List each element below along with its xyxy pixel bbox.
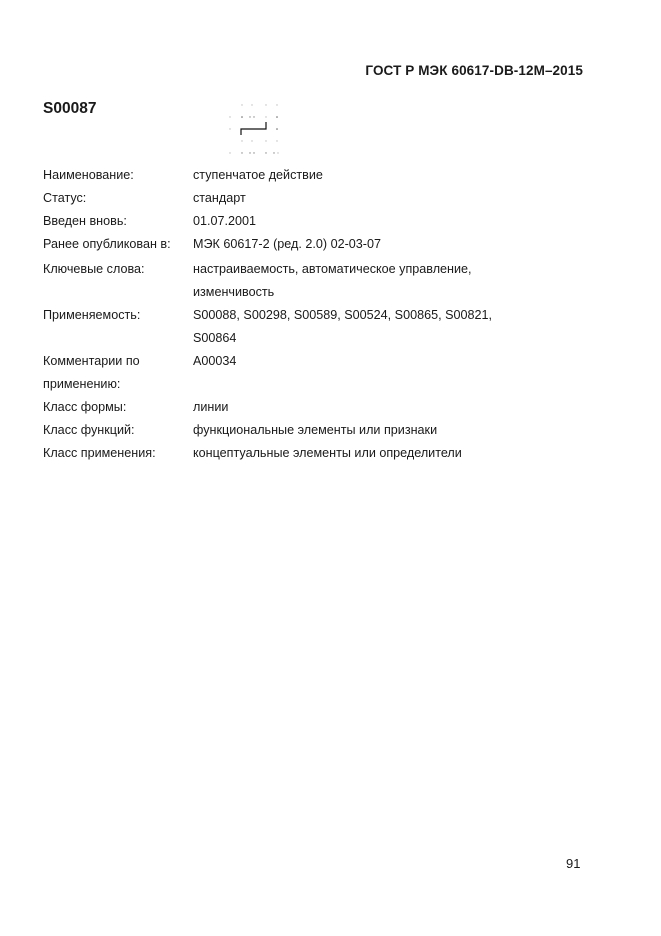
field-value (193, 304, 583, 350)
field-label: Класс применения: (43, 446, 156, 460)
document-header: ГОСТ Р МЭК 60617-DB-12M–2015 (365, 63, 583, 78)
step-action-symbol-icon (222, 100, 284, 160)
field-label-line: применению: (43, 377, 121, 391)
page-number: 91 (566, 856, 581, 871)
field-label (43, 350, 193, 396)
field-label: Ранее опубликован в: (43, 237, 171, 251)
field-value: ступенчатое действие (193, 168, 323, 182)
field-label: Наименование: (43, 168, 134, 182)
field-label: Применяемость: (43, 308, 141, 322)
field-application-notes (43, 350, 583, 396)
field-label: Класс функций: (43, 423, 135, 437)
field-value: A00034 (193, 354, 237, 368)
symbol-attributes (43, 164, 583, 465)
field-value: концептуальные элементы или определители (193, 446, 462, 460)
field-keywords (43, 258, 583, 304)
field-applicability (43, 304, 583, 350)
field-status (43, 187, 583, 210)
field-shape-class (43, 396, 583, 419)
field-function-class (43, 419, 583, 442)
field-label: Введен вновь: (43, 214, 127, 228)
field-value-line: изменчивость (193, 285, 275, 299)
symbol-code: S00087 (43, 100, 97, 117)
field-value: МЭК 60617-2 (ред. 2.0) 02-03-07 (193, 237, 381, 251)
field-label: Класс формы: (43, 400, 127, 414)
field-value: 01.07.2001 (193, 214, 257, 228)
field-value-line: S00864 (193, 331, 237, 345)
field-value (193, 258, 583, 304)
field-label: Ключевые слова: (43, 262, 145, 276)
field-label: Статус: (43, 191, 87, 205)
field-value-line: S00088, S00298, S00589, S00524, S00865, S00821, (193, 308, 493, 322)
field-introduced (43, 210, 583, 233)
field-value-line: настраиваемость, автоматическое управление, (193, 262, 472, 276)
field-value: стандарт (193, 191, 246, 205)
field-value: линии (193, 400, 229, 414)
field-previously-published (43, 233, 583, 256)
field-label-line: Комментарии по (43, 354, 140, 368)
field-value: функциональные элементы или признаки (193, 423, 438, 437)
field-name (43, 164, 583, 187)
field-application-class (43, 442, 583, 465)
